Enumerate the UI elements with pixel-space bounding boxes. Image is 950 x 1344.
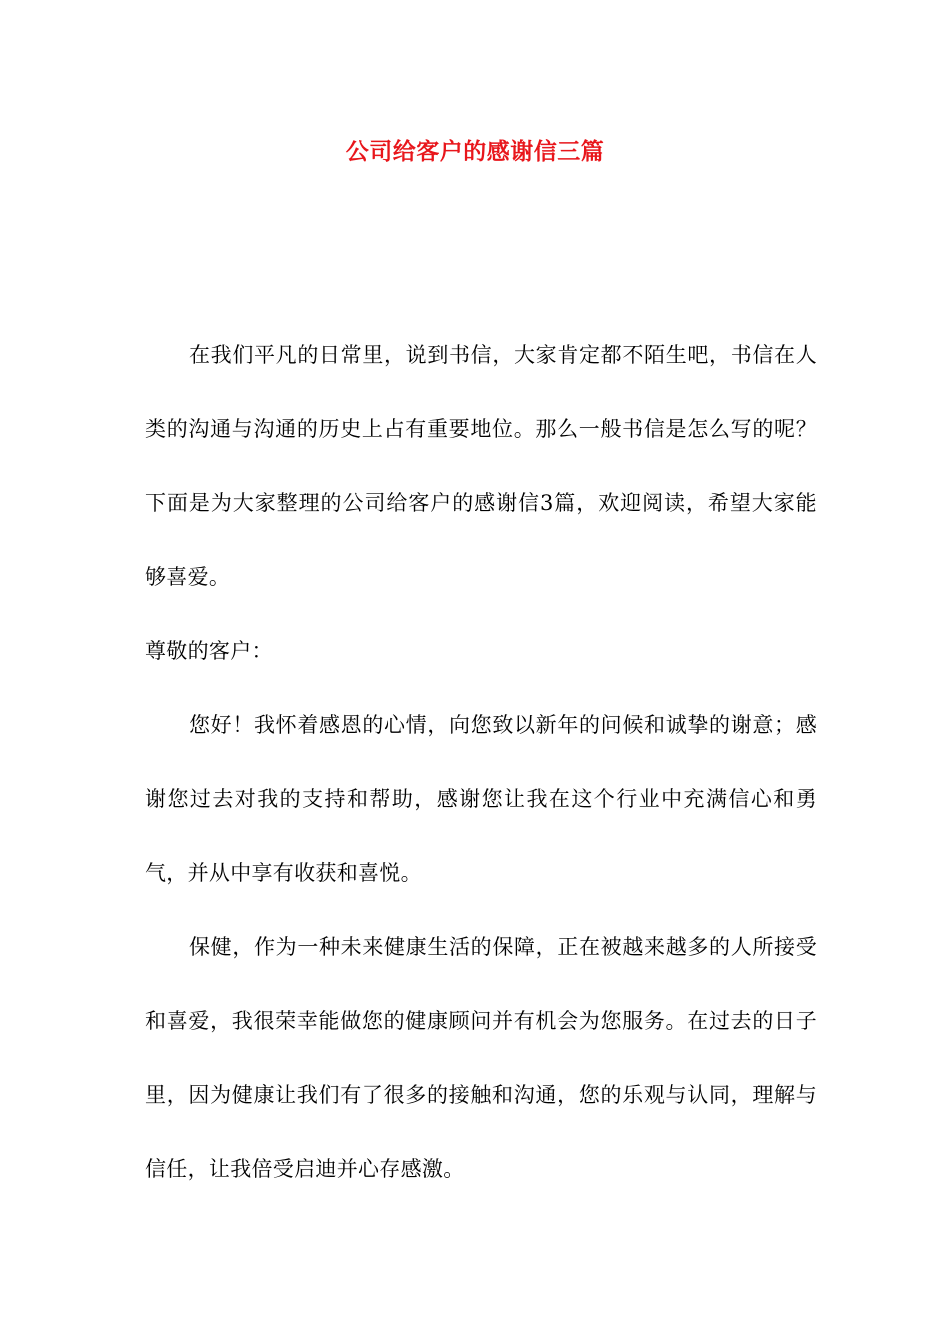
paragraph-salutation: 尊敬的客户： [145,639,273,663]
document-title: 公司给客户的感谢信三篇 [345,139,605,165]
paragraph-intro: 在我们平凡的日常里，说到书信，大家肯定都不陌生吧，书信在人类的沟通与沟通的历史上占有重要地位。那么一般书信是怎么写的呢？下面是为大家整理的公司给客户的感谢信3篇，欢迎阅读，希望大家能够喜爱。 [145,343,817,589]
paragraph-health: 保健，作为一种未来健康生活的保障，正在被越来越多的人所接受和喜爱，我很荣幸能做您的健康顾问并有机会为您服务。在过去的日子里，因为健康让我们有了很多的接触和沟通，您的乐观与认同，理解与信任，让我倍受启迪并心存感激。 [145,935,817,1181]
document-body [145,318,817,1206]
paragraph-greeting: 您好！我怀着感恩的心情，向您致以新年的问候和诚挚的谢意；感谢您过去对我的支持和帮助，感谢您让我在这个行业中充满信心和勇气，并从中享有收获和喜悦。 [145,713,817,885]
